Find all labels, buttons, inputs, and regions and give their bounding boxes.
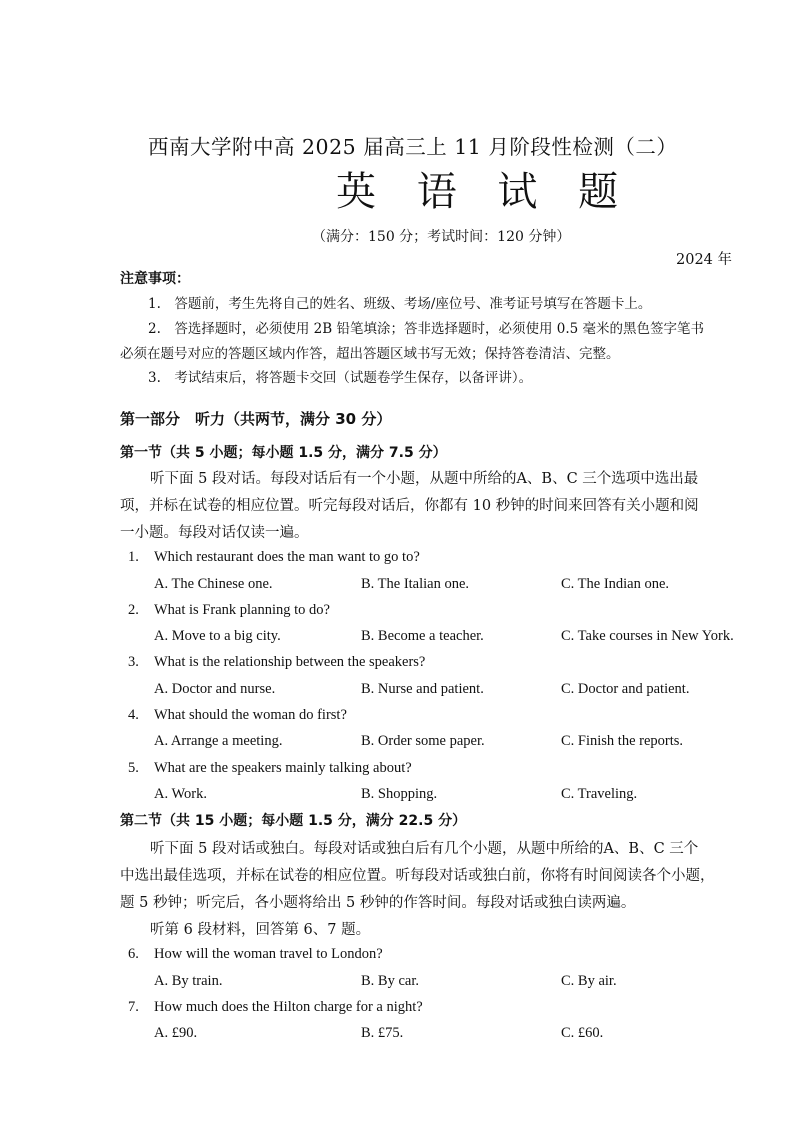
option-c: C. Take courses in New York. [561,628,734,644]
option-a: A. Arrange a meeting. [154,733,283,749]
option-c: C. £60. [561,1025,604,1041]
section1-instruction-1: 听下面 5 段对话。每段对话后有一个小题，从题中所给的A、B、C 三个选项中选出最 [150,471,699,487]
option-c: C. Finish the reports. [561,733,684,749]
option-b: B. Nurse and patient. [361,681,484,697]
option-c: C. Doctor and patient. [561,681,690,697]
question-text: Which restaurant does the man want to go to? [154,549,420,565]
question-number: 6. [128,946,139,962]
question-number: 3. [128,654,139,670]
option-a: A. The Chinese one. [154,576,273,592]
option-a: A. Doctor and nurse. [154,681,276,697]
question-text: What is Frank planning to do? [154,602,330,618]
question-text: How will the woman travel to London? [154,946,383,962]
question-text: What is the relationship between the speakers? [154,654,426,670]
section2-instruction-2: 中选出最佳选项，并标在试卷的相应位置。听每段对话或独白前，你将有时间阅读各个小题， [120,868,715,884]
section1-instruction-2: 项，并标在试卷的相应位置。听完每段对话后，你都有 10 秒钟的时间来回答有关小题和阅 [120,498,699,514]
option-c: C. Traveling. [561,786,638,802]
section2-instruction-1: 听下面 5 段对话或独白。每段对话或独白后有几个小题，从题中所给的A、B、C 三个 [150,841,699,857]
exam-year: 2024 年 [676,252,733,268]
option-b: B. Shopping. [361,786,438,802]
exam-meta: （满分：150 分；考试时间：120 分钟） [312,229,571,245]
part1-title: 第一部分 听力（共两节，满分 30 分） [120,410,392,428]
notice-item-3: 3. 考试结束后，将答题卡交回（试题卷学生保存，以备评讲）。 [148,370,533,386]
question-number: 7. [128,999,139,1015]
option-b: B. By car. [361,973,419,989]
option-b: B. Become a teacher. [361,628,484,644]
section1-instruction-3: 一小题。每段对话仅读一遍。 [120,525,309,541]
question-number: 5. [128,760,139,776]
question-text: What are the speakers mainly talking about? [154,760,412,776]
question-number: 2. [128,602,139,618]
notice-heading: 注意事项： [120,271,190,287]
option-c: C. The Indian one. [561,576,670,592]
option-a: A. By train. [154,973,223,989]
option-a: A. Work. [154,786,207,802]
notice-item-2: 2. 答选择题时，必须使用 2B 铅笔填涂；答非选择题时，必须使用 0.5 毫米的黑色签字笔书 [148,321,705,337]
notice-item-1: 1. 答题前，考生先将自己的姓名、班级、考场/座位号、准考证号填写在答题卡上。 [148,296,652,312]
question-number: 1. [128,549,139,565]
option-b: B. Order some paper. [361,733,485,749]
subject-title: 英 语 试 题 [336,169,633,215]
question-text: How much does the Hilton charge for a night? [154,999,423,1015]
question-text: What should the woman do first? [154,707,347,723]
section2-instruction-3: 题 5 秒钟；听完后，各小题将给出 5 秒钟的作答时间。每段对话或独白读两遍。 [120,895,636,911]
exam-title: 西南大学附中高 2025 届高三上 11 月阶段性检测（二） [148,135,678,159]
option-a: A. £90. [154,1025,198,1041]
option-b: B. £75. [361,1025,404,1041]
notice-item-2-cont: 必须在题号对应的答题区域内作答，超出答题区域书写无效；保持答卷清洁、完整。 [120,346,620,362]
option-c: C. By air. [561,973,617,989]
option-b: B. The Italian one. [361,576,470,592]
section1-title: 第一节（共 5 小题；每小题 1.5 分，满分 7.5 分） [120,445,447,461]
section2-title: 第二节（共 15 小题；每小题 1.5 分，满分 22.5 分） [120,813,467,829]
question-number: 4. [128,707,139,723]
option-a: A. Move to a big city. [154,628,281,644]
section2-instruction-4: 听第 6 段材料，回答第 6、7 题。 [150,922,371,938]
